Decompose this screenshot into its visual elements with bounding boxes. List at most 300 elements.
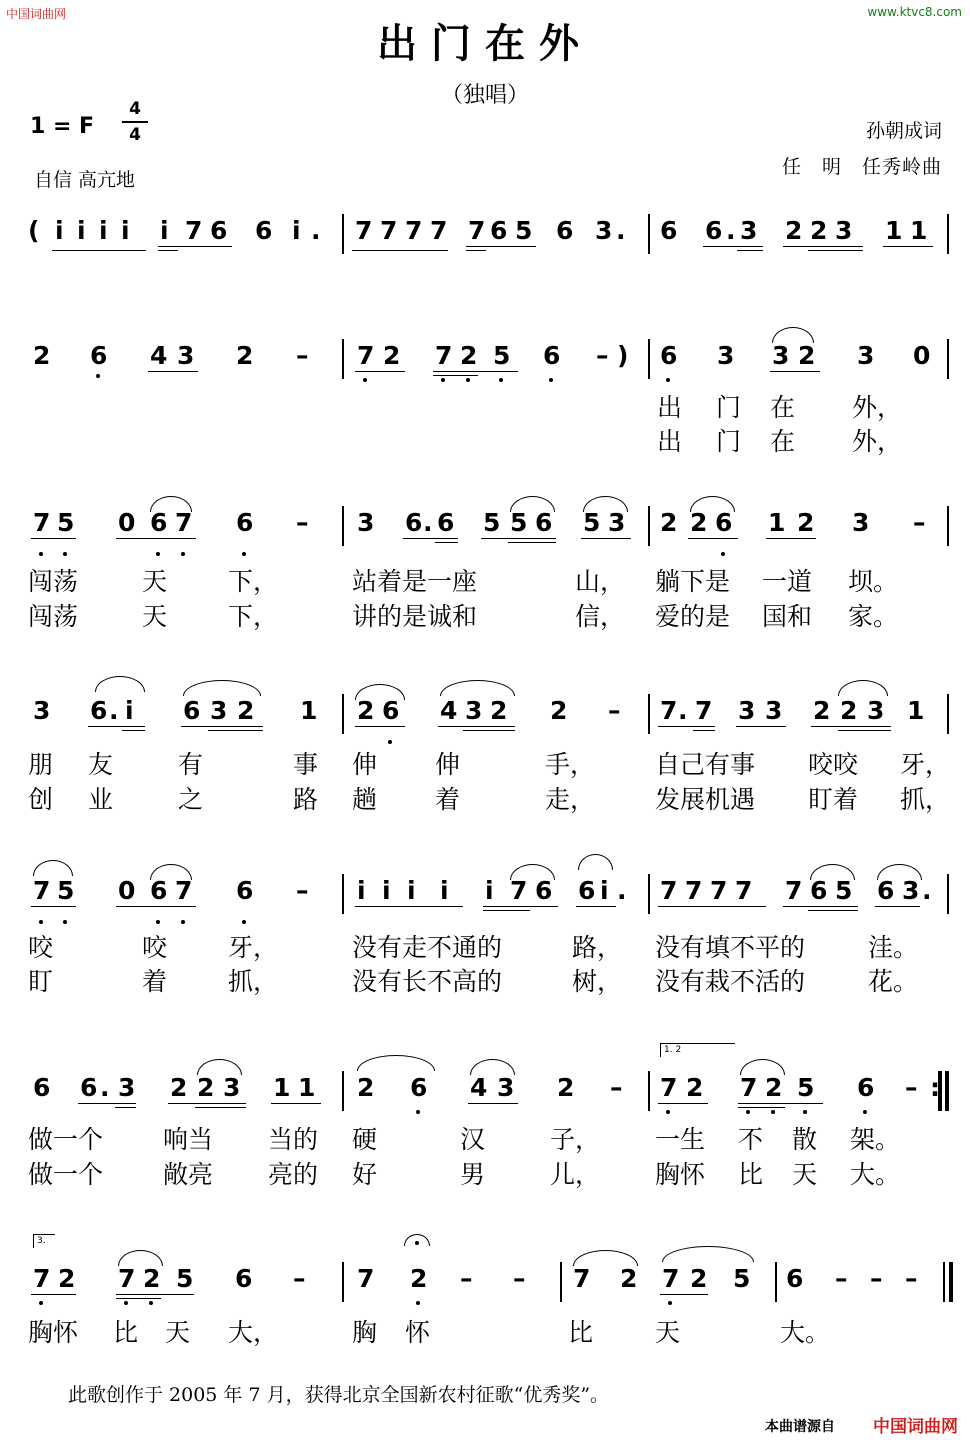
barline (648, 874, 650, 914)
note: 7 (33, 508, 51, 537)
note: 2 (686, 1073, 704, 1102)
octave-dot (149, 1301, 153, 1305)
note: 7 (710, 876, 728, 905)
barline (560, 1262, 562, 1302)
lyric-v1: 做一个 (28, 1125, 104, 1154)
note: i (125, 696, 134, 725)
beam-line (688, 538, 738, 539)
slur (470, 1059, 515, 1075)
octave-dot (499, 378, 503, 382)
slur (150, 496, 192, 512)
lyric-v2: 家。 (848, 602, 899, 631)
lyric-v1: 山， (575, 567, 626, 596)
lyric-v2: 比 (738, 1160, 764, 1189)
note: 7 (355, 216, 373, 245)
beam-line (88, 726, 145, 727)
octave-dot (863, 1110, 867, 1114)
note: 1 (910, 216, 928, 245)
note: 6 (90, 341, 108, 370)
lyric-v1: 架。 (850, 1125, 901, 1154)
note: 2 (237, 696, 255, 725)
note: 6 (236, 876, 254, 905)
lyric-v1: 没有填不平的 (655, 933, 806, 962)
composer-credit: 任 明 任秀岭曲 (781, 156, 942, 178)
note: 6 (255, 216, 273, 245)
note: 2 (550, 696, 568, 725)
note: 5 (835, 876, 853, 905)
octave-dot (39, 552, 43, 556)
time-signature-top: 4 (129, 99, 141, 119)
beam-line (581, 538, 631, 539)
note: 6 (490, 216, 508, 245)
footnote: 此歌创作于 2005 年 7 月，获得北京全国新农村征歌“优秀奖”。 (68, 1384, 610, 1406)
note: – (610, 1073, 623, 1102)
lyric-v2: 抓， (228, 967, 279, 996)
note: . (617, 876, 627, 905)
octave-dot (666, 378, 670, 382)
volta-bracket: 3. (33, 1234, 55, 1248)
lyric-v2: 盯着 (808, 785, 859, 814)
note: 7 (468, 216, 486, 245)
note: 3 (738, 696, 756, 725)
note: 2 (620, 1264, 638, 1293)
beam-line (483, 910, 530, 911)
beam-line (403, 538, 458, 539)
note: 3 (33, 696, 51, 725)
lyric-v2: 着 (142, 967, 168, 996)
beam-line (737, 250, 763, 251)
note: i (600, 876, 609, 905)
octave-dot (39, 1301, 43, 1305)
beam-line (483, 906, 558, 907)
note: 3 (118, 1073, 136, 1102)
octave-dot (156, 920, 160, 924)
barline (648, 694, 650, 734)
notation-row (0, 208, 970, 258)
lyric-v1: 外， (852, 393, 903, 422)
note: . (109, 696, 119, 725)
note: 6 (715, 508, 733, 537)
beam-line (116, 1298, 161, 1299)
lyric-v1: 汉 (460, 1125, 486, 1154)
note: 2 (813, 696, 831, 725)
note: 1 (273, 1073, 291, 1102)
beam-line (466, 250, 486, 251)
lyric-v1: 路， (572, 933, 623, 962)
note: 7 (510, 876, 528, 905)
octave-dot (363, 378, 367, 382)
lyric-v1: 胸怀 (28, 1318, 79, 1347)
note: 6 (543, 341, 561, 370)
lyric-v1: 咬 (28, 933, 54, 962)
lyric-v2: 走， (545, 785, 596, 814)
barline (947, 694, 949, 734)
slur (573, 1250, 638, 1266)
beam-line (433, 375, 478, 376)
note: . (616, 216, 626, 245)
lyric-v2: 没有栽不活的 (655, 967, 806, 996)
barline (775, 1262, 777, 1302)
lyric-v2: 着 (435, 785, 461, 814)
lyric-v2: 闯荡 (28, 602, 79, 631)
beam-line (658, 906, 766, 907)
beam-line (181, 726, 263, 727)
lyric-v1: 不 (738, 1125, 764, 1154)
beam-line (122, 730, 145, 731)
barline (342, 506, 344, 546)
note: 2 (143, 1264, 161, 1293)
note: 7 (118, 1264, 136, 1293)
beam-line (738, 1103, 823, 1104)
octave-dot (242, 920, 246, 924)
note: 2 (690, 1264, 708, 1293)
note: – (905, 1073, 918, 1102)
note: i (382, 876, 391, 905)
beam-line (355, 371, 405, 372)
lyric-v1: 伸 (352, 750, 378, 779)
lyric-v1: 当的 (268, 1125, 319, 1154)
slur (877, 864, 922, 880)
octave-dot (666, 1110, 670, 1114)
note: 7 (660, 696, 678, 725)
notation-row (0, 688, 970, 738)
lyric-v2: 出 (657, 427, 683, 456)
note: 3 (177, 341, 195, 370)
note: 2 (797, 508, 815, 537)
note: 2 (785, 216, 803, 245)
time-signature (122, 98, 148, 146)
beam-line (811, 726, 891, 727)
lyric-v1: 在 (770, 393, 796, 422)
lyric-v1: 站着是一座 (352, 567, 478, 596)
note: 3 (210, 696, 228, 725)
lyric-v1: 大， (228, 1318, 279, 1347)
octave-dot (181, 552, 185, 556)
octave-dot (746, 1110, 750, 1114)
site-logo-left: 中国词曲网 (6, 7, 67, 21)
barline (648, 506, 650, 546)
note: 3 (852, 508, 870, 537)
note: 6 (810, 876, 828, 905)
note: 1 (298, 1073, 316, 1102)
note: 6 (535, 876, 553, 905)
lyric-v1: 有 (178, 750, 204, 779)
lyric-v1: 朋 (28, 750, 54, 779)
note: ( (28, 216, 40, 245)
note: i (121, 216, 130, 245)
song-title: 出门在外 (377, 20, 593, 67)
note: 3 (595, 216, 613, 245)
note: 6 (410, 1073, 428, 1102)
beam-line (783, 246, 863, 247)
lyric-v1: 比 (568, 1318, 594, 1347)
slur (33, 860, 73, 876)
note: 6 (90, 696, 108, 725)
lyric-v2: 好 (352, 1160, 378, 1189)
note: i (485, 876, 494, 905)
beam-line (355, 726, 405, 727)
barline (945, 1071, 949, 1111)
lyric-v1: 事 (293, 750, 319, 779)
note: 2 (58, 1264, 76, 1293)
note: – (913, 508, 926, 537)
note: 7 (33, 876, 51, 905)
source-label: 本曲谱源自 (765, 1419, 835, 1435)
lyric-v2: 创 (28, 785, 54, 814)
lyric-v2: 天 (792, 1160, 818, 1189)
note: 2 (660, 508, 678, 537)
beam-line (116, 1294, 194, 1295)
octave-dot (388, 740, 392, 744)
note: 7 (735, 876, 753, 905)
lyric-v1: 躺下是 (655, 567, 731, 596)
beam-line (148, 371, 198, 372)
lyric-v2: 抓， (900, 785, 951, 814)
note: – (296, 341, 309, 370)
barline (949, 1262, 953, 1302)
octave-dot (771, 1110, 775, 1114)
note: 5 (510, 508, 528, 537)
beam-line (468, 1103, 518, 1104)
beam-line (466, 246, 536, 247)
site-url-right: www.ktvc8.com (867, 5, 962, 19)
slur (740, 1059, 785, 1075)
note: 3 (867, 696, 885, 725)
beam-line (658, 1103, 708, 1104)
note: – (296, 876, 309, 905)
note: 6 (660, 341, 678, 370)
lyric-v1: 没有走不通的 (352, 933, 503, 962)
slur (662, 1246, 754, 1262)
note: 3 (465, 696, 483, 725)
note: ) (617, 341, 629, 370)
beam-line (766, 538, 816, 539)
song-subtitle: （独唱） (440, 83, 529, 108)
lyric-v2: 爱的是 (655, 602, 731, 631)
note: 7 (175, 876, 193, 905)
lyric-v1: 大。 (780, 1318, 831, 1347)
octave-dot (549, 378, 553, 382)
note: 3 (357, 508, 375, 537)
note: 6 (786, 1264, 804, 1293)
beam-line (693, 730, 715, 731)
slur (118, 1250, 163, 1266)
slur (838, 680, 888, 696)
beam-line (31, 538, 76, 539)
note: . (311, 216, 321, 245)
note: 5 (733, 1264, 751, 1293)
lyric-v2: 敞亮 (163, 1160, 214, 1189)
notation-row (0, 1236, 970, 1306)
beam-line (658, 726, 715, 727)
note: 2 (170, 1073, 188, 1102)
note: 7 (662, 1264, 680, 1293)
lyric-v1: 咬 (142, 933, 168, 962)
lyric-v1: 散 (792, 1125, 818, 1154)
octave-dot (416, 1110, 420, 1114)
note: 2 (690, 508, 708, 537)
beam-line (463, 730, 515, 731)
note: . (726, 216, 736, 245)
barline (947, 339, 949, 379)
lyric-v1: 响当 (163, 1125, 214, 1154)
note: 5 (176, 1264, 194, 1293)
note: 7 (740, 1073, 758, 1102)
beam-line (352, 250, 448, 251)
lyric-v1: 天 (655, 1318, 681, 1347)
barline (648, 339, 650, 379)
note: 7 (785, 876, 803, 905)
note: . (100, 1073, 110, 1102)
notation-row (0, 333, 970, 383)
source-brand: 中国词曲网 (873, 1417, 958, 1437)
lyricist-credit: 孙朝成词 (865, 120, 942, 142)
note: 0 (118, 508, 136, 537)
barline (947, 506, 949, 546)
note: 7 (380, 216, 398, 245)
note: 1 (885, 216, 903, 245)
note: 3 (608, 508, 626, 537)
beam-line (808, 250, 863, 251)
barline (947, 874, 949, 914)
note: 2 (765, 1073, 783, 1102)
note: 7 (33, 1264, 51, 1293)
note: 5 (57, 876, 75, 905)
note: – (296, 508, 309, 537)
beam-line (481, 538, 556, 539)
note: 3 (223, 1073, 241, 1102)
tempo-marking: 自信 高亢地 (34, 169, 136, 191)
notation-row (0, 500, 970, 550)
octave-dot (156, 552, 160, 556)
lyric-v2: 胸怀 (655, 1160, 706, 1189)
note: 3 (765, 696, 783, 725)
note: 3 (772, 341, 790, 370)
slur (810, 864, 855, 880)
fermata-dot (415, 1241, 419, 1245)
note: – (905, 1264, 918, 1293)
beam-line (660, 1294, 708, 1295)
lyric-v2: 盯 (28, 967, 54, 996)
octave-dot (721, 552, 725, 556)
note: 2 (383, 341, 401, 370)
note: 6 (877, 876, 895, 905)
octave-dot (441, 378, 445, 382)
note: 7 (685, 876, 703, 905)
note: 7 (185, 216, 203, 245)
note: 6 (150, 508, 168, 537)
note: – (460, 1264, 473, 1293)
barline (947, 214, 949, 254)
lyric-v2: 下， (228, 602, 279, 631)
lyric-v1: 比 (113, 1318, 139, 1347)
note: 6 (183, 696, 201, 725)
notation-row (0, 868, 970, 918)
note: 3 (717, 341, 735, 370)
barline (648, 1071, 650, 1111)
lyric-v2: 亮的 (268, 1160, 319, 1189)
beam-line (115, 1107, 136, 1108)
note: 4 (440, 696, 458, 725)
lyric-v1: 牙， (900, 750, 951, 779)
note: 6 (235, 1264, 253, 1293)
note: 1 (907, 696, 925, 725)
note: 3 (740, 216, 758, 245)
beam-line (195, 1107, 246, 1108)
note: 5 (57, 508, 75, 537)
note: 6 (33, 1073, 51, 1102)
beam-line (116, 906, 196, 907)
barline (648, 214, 650, 254)
lyric-v2: 外， (852, 427, 903, 456)
beam-line (508, 542, 556, 543)
note: 6 (705, 216, 723, 245)
lyric-v2: 发展机遇 (655, 785, 756, 814)
beam-line (576, 906, 616, 907)
beam-line (703, 246, 763, 247)
lyric-v1: 天 (142, 567, 168, 596)
note: 6 (556, 216, 574, 245)
note: 6 (150, 876, 168, 905)
lyric-v1: 硬 (352, 1125, 378, 1154)
barline (342, 339, 344, 379)
note: 7 (695, 696, 713, 725)
beam-line (52, 250, 146, 251)
note: 6 (660, 216, 678, 245)
note: 7 (573, 1264, 591, 1293)
barline (342, 694, 344, 734)
note: 2 (490, 696, 508, 725)
note: 7 (430, 216, 448, 245)
volta-bracket: 1. 2 (660, 1043, 735, 1057)
beam-line (435, 542, 458, 543)
slur (772, 327, 814, 343)
note: . (423, 508, 433, 537)
lyric-v2: 之 (178, 785, 204, 814)
lyric-v2: 男 (460, 1160, 486, 1189)
lyric-v2: 做一个 (28, 1160, 104, 1189)
lyric-v2: 天 (142, 602, 168, 631)
note: 2 (197, 1073, 215, 1102)
note: 2 (357, 1073, 375, 1102)
notation-row (0, 1045, 970, 1115)
note: 1 (768, 508, 786, 537)
beam-line (770, 371, 820, 372)
time-signature-line (122, 121, 148, 123)
note: 7 (405, 216, 423, 245)
note: 3 (497, 1073, 515, 1102)
octave-dot (466, 378, 470, 382)
lyric-v2: 趟 (352, 785, 378, 814)
note: 3 (857, 341, 875, 370)
note: – (513, 1264, 526, 1293)
note: 6 (382, 696, 400, 725)
lyric-v1: 伸 (435, 750, 461, 779)
octave-dot (39, 920, 43, 924)
beam-line (783, 906, 858, 907)
note: – (870, 1264, 883, 1293)
note: 0 (913, 341, 931, 370)
note: i (357, 876, 366, 905)
lyric-v2: 花。 (868, 967, 919, 996)
note: – (835, 1264, 848, 1293)
key-signature: 1 = F (30, 114, 95, 139)
note: 6 (405, 508, 423, 537)
lyric-v2: 在 (770, 427, 796, 456)
note: 6 (857, 1073, 875, 1102)
note: i (160, 216, 169, 245)
note: – (608, 696, 621, 725)
